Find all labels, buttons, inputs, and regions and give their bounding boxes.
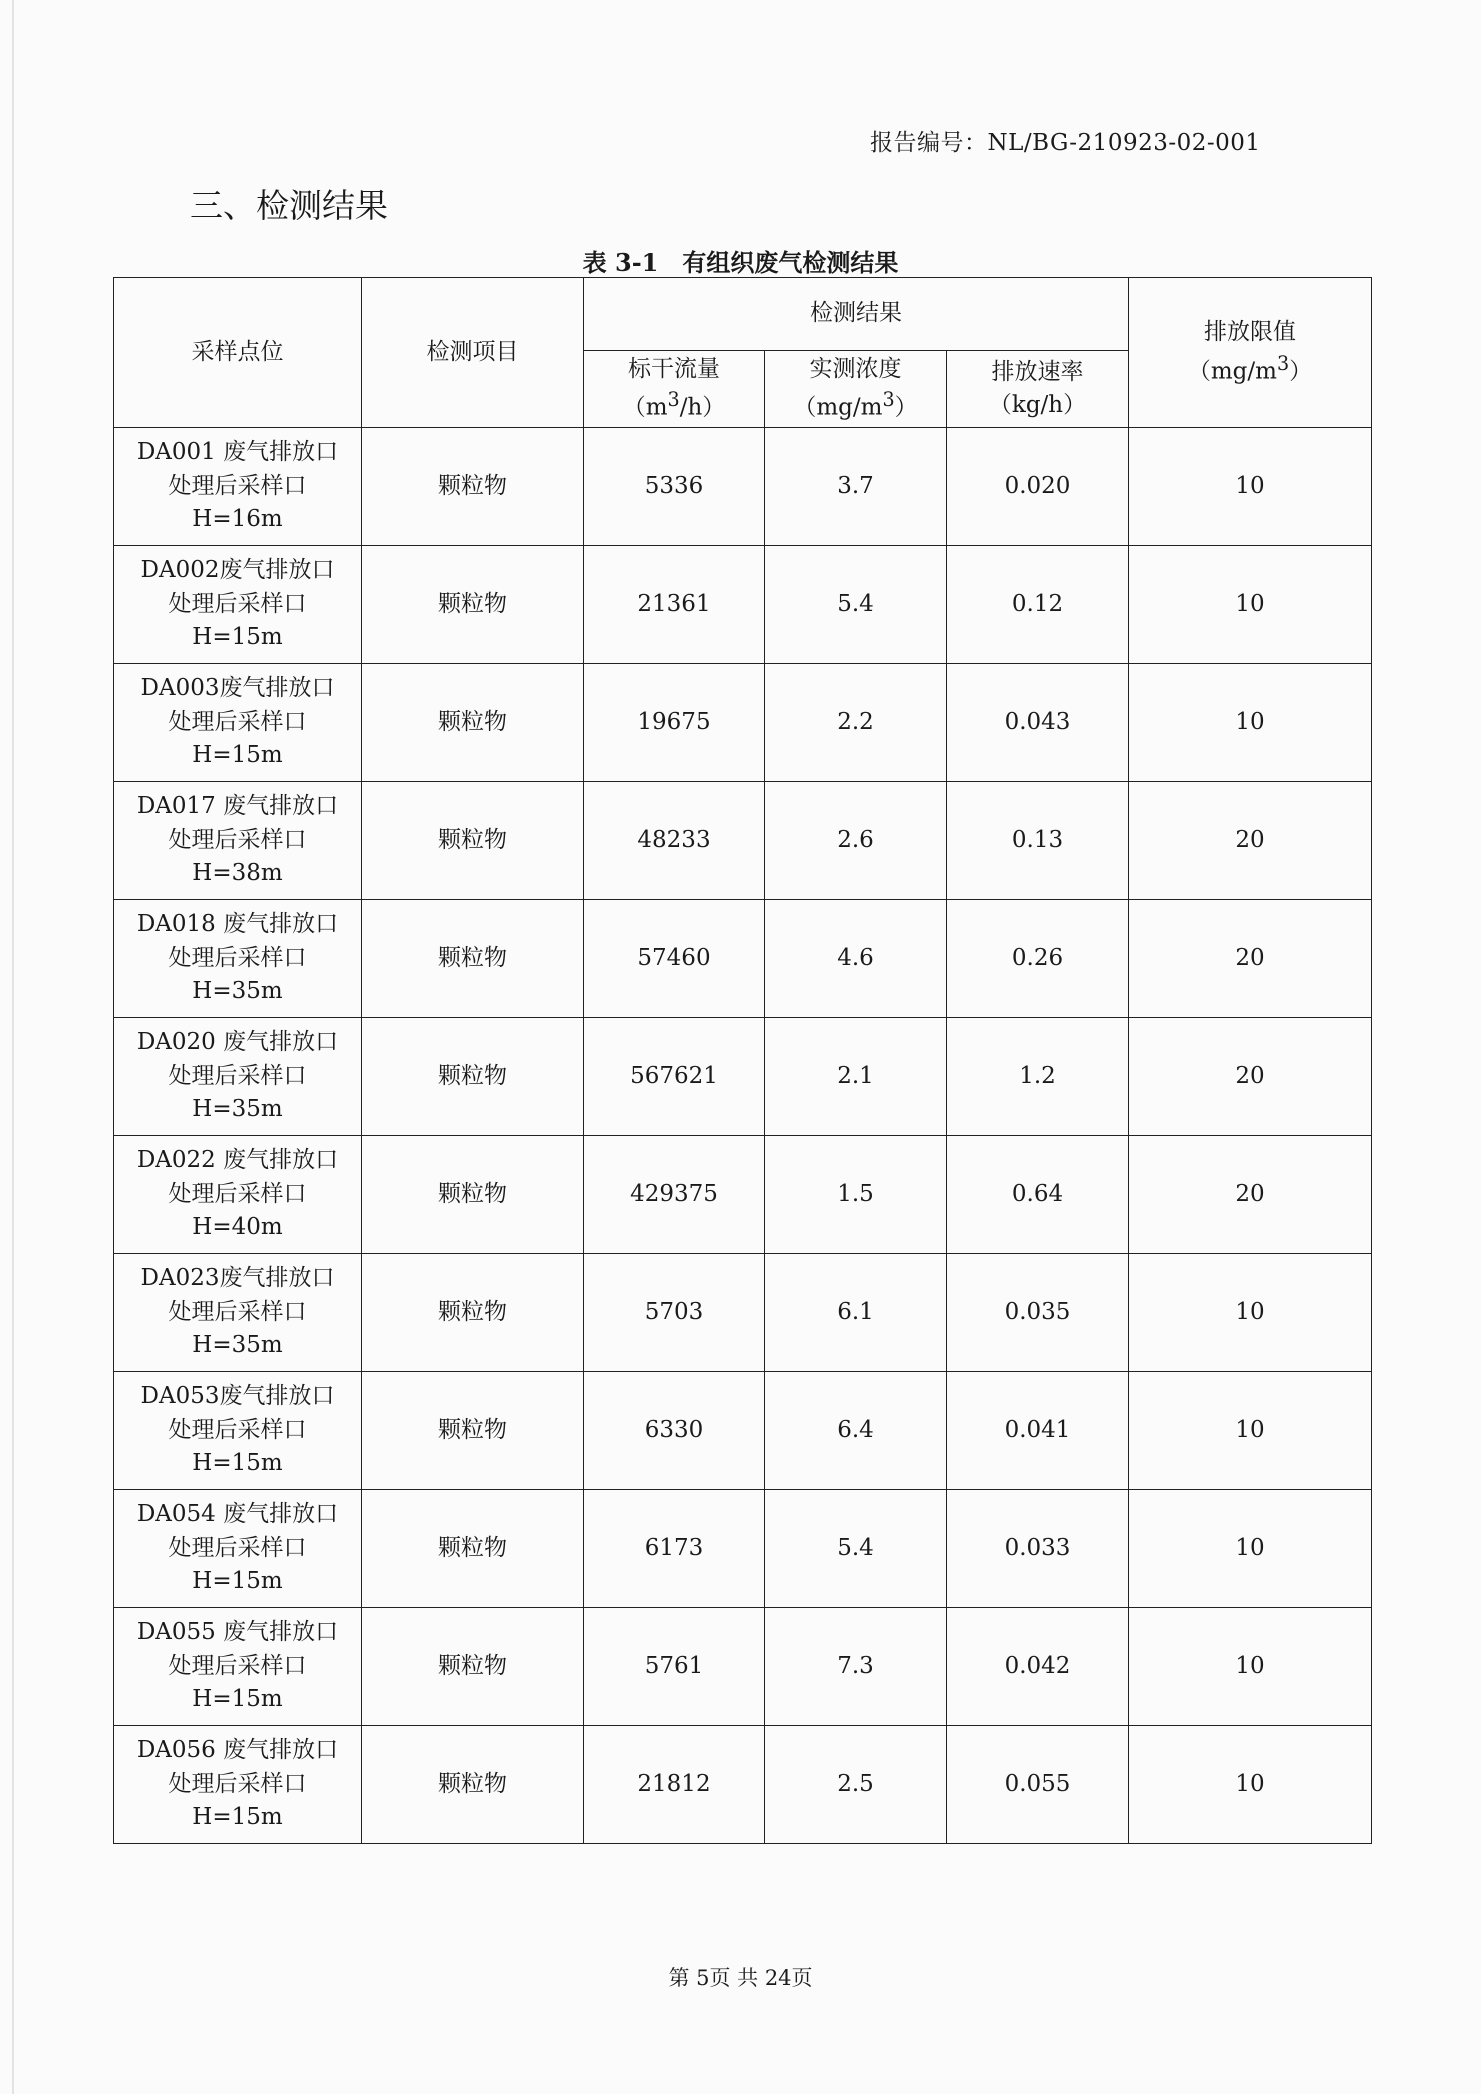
- unit-text: （mg/m: [793, 394, 883, 421]
- sampling-point-line: 处理后采样口: [168, 472, 307, 499]
- sampling-point-line: DA001 废气排放口: [136, 439, 339, 466]
- sampling-point-line: DA053废气排放口: [140, 1383, 335, 1410]
- sampling-point-line: 处理后采样口: [168, 1534, 307, 1561]
- cell-test-item: 颗粒物: [362, 900, 584, 1018]
- sampling-point-line: DA002废气排放口: [140, 557, 335, 584]
- sampling-point-line: H=35m: [192, 1332, 283, 1359]
- cell-limit: 20: [1129, 1018, 1372, 1136]
- sampling-point-line: H=40m: [192, 1214, 283, 1241]
- cell-flow: 5703: [584, 1254, 765, 1372]
- sampling-point-line: 处理后采样口: [168, 826, 307, 853]
- sampling-point-line: 处理后采样口: [168, 1180, 307, 1207]
- cell-test-item: 颗粒物: [362, 1254, 584, 1372]
- cell-flow: 6173: [584, 1490, 765, 1608]
- cell-concentration: 3.7: [765, 428, 947, 546]
- sampling-point-line: 处理后采样口: [168, 708, 307, 735]
- sampling-point-line: H=15m: [192, 1804, 283, 1831]
- cell-concentration: 7.3: [765, 1608, 947, 1726]
- sampling-point-line: 处理后采样口: [168, 944, 307, 971]
- sampling-point-line: H=16m: [192, 506, 283, 533]
- cell-limit: 10: [1129, 428, 1372, 546]
- cell-sampling-point: [114, 664, 362, 782]
- cell-emission-rate: 0.055: [947, 1726, 1129, 1844]
- cell-limit: 20: [1129, 782, 1372, 900]
- header-limit-unit: [1133, 350, 1367, 389]
- cell-test-item: 颗粒物: [362, 664, 584, 782]
- cell-sampling-point: [114, 1018, 362, 1136]
- cell-test-item: 颗粒物: [362, 1608, 584, 1726]
- unit-text: ）: [1289, 358, 1313, 385]
- cell-test-item: 颗粒物: [362, 546, 584, 664]
- cell-limit: 10: [1129, 546, 1372, 664]
- unit-superscript: 3: [667, 388, 680, 412]
- cell-concentration: 5.4: [765, 1490, 947, 1608]
- table-row: [114, 428, 1372, 546]
- header-flow-label: 标干流量: [628, 355, 720, 382]
- cell-flow: 567621: [584, 1018, 765, 1136]
- cell-concentration: 6.1: [765, 1254, 947, 1372]
- sampling-point-line: H=15m: [192, 1568, 283, 1595]
- page-footer: 第 5页 共 24页: [668, 1966, 813, 1990]
- cell-test-item: 颗粒物: [362, 1726, 584, 1844]
- cell-concentration: 5.4: [765, 546, 947, 664]
- table-row: [114, 1490, 1372, 1608]
- cell-concentration: 2.5: [765, 1726, 947, 1844]
- cell-limit: 10: [1129, 1726, 1372, 1844]
- sampling-point-line: DA023废气排放口: [140, 1265, 335, 1292]
- table-row: [114, 1136, 1372, 1254]
- cell-flow: 48233: [584, 782, 765, 900]
- cell-flow: 5336: [584, 428, 765, 546]
- sampling-point-line: DA017 废气排放口: [136, 793, 339, 820]
- cell-emission-rate: 0.020: [947, 428, 1129, 546]
- cell-test-item: 颗粒物: [362, 428, 584, 546]
- unit-text: /h）: [679, 394, 726, 421]
- sampling-point-line: DA055 废气排放口: [136, 1619, 339, 1646]
- header-row-1: [114, 278, 1372, 351]
- sampling-point-line: H=15m: [192, 742, 283, 769]
- unit-text: ）: [894, 394, 918, 421]
- cell-limit: 10: [1129, 1608, 1372, 1726]
- table-row: [114, 782, 1372, 900]
- header-rate-unit: （kg/h）: [988, 392, 1087, 418]
- unit-text: （mg/m: [1187, 358, 1277, 385]
- cell-limit: 10: [1129, 1254, 1372, 1372]
- sampling-point-line: DA003废气排放口: [140, 675, 335, 702]
- cell-test-item: 颗粒物: [362, 1490, 584, 1608]
- cell-test-item: 颗粒物: [362, 1018, 584, 1136]
- sampling-point-line: DA056 废气排放口: [136, 1737, 339, 1764]
- header-test-item: 检测项目: [362, 278, 584, 428]
- header-limit-label: 排放限值: [1204, 319, 1297, 346]
- cell-test-item: 颗粒物: [362, 1372, 584, 1490]
- cell-sampling-point: [114, 782, 362, 900]
- sampling-point-line: DA022 废气排放口: [136, 1147, 339, 1174]
- sampling-point-line: 处理后采样口: [168, 1652, 307, 1679]
- cell-limit: 20: [1129, 1136, 1372, 1254]
- scan-edge-line: [12, 0, 14, 2094]
- cell-concentration: 1.5: [765, 1136, 947, 1254]
- cell-sampling-point: [114, 546, 362, 664]
- header-flow: [584, 351, 765, 428]
- header-concentration: [765, 351, 947, 428]
- cell-test-item: 颗粒物: [362, 782, 584, 900]
- results-table: [113, 277, 1372, 1844]
- header-sampling-point: 采样点位: [114, 278, 362, 428]
- sampling-point-line: 处理后采样口: [168, 1298, 307, 1325]
- table-row: [114, 1608, 1372, 1726]
- unit-superscript: 3: [882, 388, 895, 412]
- table-row: [114, 546, 1372, 664]
- cell-sampling-point: [114, 1254, 362, 1372]
- cell-emission-rate: 1.2: [947, 1018, 1129, 1136]
- cell-flow: 5761: [584, 1608, 765, 1726]
- unit-superscript: 3: [1276, 351, 1290, 375]
- report-number: 报告编号：NL/BG-210923-02-001: [870, 130, 1261, 156]
- cell-emission-rate: 0.12: [947, 546, 1129, 664]
- table-row: [114, 1372, 1372, 1490]
- cell-limit: 20: [1129, 900, 1372, 1018]
- cell-limit: 10: [1129, 664, 1372, 782]
- cell-emission-rate: 0.042: [947, 1608, 1129, 1726]
- cell-sampling-point: [114, 1136, 362, 1254]
- cell-concentration: 2.6: [765, 782, 947, 900]
- cell-sampling-point: [114, 428, 362, 546]
- cell-test-item: 颗粒物: [362, 1136, 584, 1254]
- section-title: 三、检测结果: [190, 186, 388, 225]
- table-row: [114, 1726, 1372, 1844]
- cell-limit: 10: [1129, 1372, 1372, 1490]
- sampling-point-line: 处理后采样口: [168, 1062, 307, 1089]
- header-emission-rate: [947, 351, 1129, 428]
- sampling-point-line: DA054 废气排放口: [136, 1501, 339, 1528]
- cell-concentration: 2.2: [765, 664, 947, 782]
- cell-concentration: 2.1: [765, 1018, 947, 1136]
- cell-emission-rate: 0.035: [947, 1254, 1129, 1372]
- sampling-point-line: H=38m: [192, 860, 283, 887]
- table-row: [114, 1254, 1372, 1372]
- cell-concentration: 6.4: [765, 1372, 947, 1490]
- cell-emission-rate: 0.26: [947, 900, 1129, 1018]
- sampling-point-line: 处理后采样口: [168, 1770, 307, 1797]
- table-row: [114, 900, 1372, 1018]
- cell-emission-rate: 0.043: [947, 664, 1129, 782]
- cell-flow: 21361: [584, 546, 765, 664]
- header-rate-label: 排放速率: [991, 358, 1084, 385]
- cell-emission-rate: 0.041: [947, 1372, 1129, 1490]
- header-conc-unit: [769, 386, 942, 425]
- cell-sampling-point: [114, 900, 362, 1018]
- table-row: [114, 1018, 1372, 1136]
- sampling-point-line: H=35m: [192, 1096, 283, 1123]
- sampling-point-line: DA018 废气排放口: [136, 911, 339, 938]
- unit-text: （m: [622, 394, 668, 421]
- sampling-point-line: DA020 废气排放口: [136, 1029, 339, 1056]
- sampling-point-line: H=35m: [192, 978, 283, 1005]
- cell-sampling-point: [114, 1372, 362, 1490]
- table-title: 表 3-1 有组织废气检测结果: [582, 248, 899, 277]
- cell-concentration: 4.6: [765, 900, 947, 1018]
- sampling-point-line: H=15m: [192, 1450, 283, 1477]
- header-test-results: 检测结果: [584, 278, 1129, 351]
- header-limit: [1129, 278, 1372, 428]
- cell-flow: 19675: [584, 664, 765, 782]
- sampling-point-line: H=15m: [192, 624, 283, 651]
- sampling-point-line: H=15m: [192, 1686, 283, 1713]
- header-conc-label: 实测浓度: [809, 355, 902, 382]
- cell-sampling-point: [114, 1490, 362, 1608]
- header-flow-unit: [588, 386, 760, 425]
- cell-emission-rate: 0.033: [947, 1490, 1129, 1608]
- cell-emission-rate: 0.13: [947, 782, 1129, 900]
- cell-sampling-point: [114, 1608, 362, 1726]
- cell-flow: 6330: [584, 1372, 765, 1490]
- cell-flow: 57460: [584, 900, 765, 1018]
- sampling-point-line: 处理后采样口: [168, 1416, 307, 1443]
- table-row: [114, 664, 1372, 782]
- cell-emission-rate: 0.64: [947, 1136, 1129, 1254]
- cell-flow: 429375: [584, 1136, 765, 1254]
- cell-limit: 10: [1129, 1490, 1372, 1608]
- cell-sampling-point: [114, 1726, 362, 1844]
- cell-flow: 21812: [584, 1726, 765, 1844]
- sampling-point-line: 处理后采样口: [168, 590, 307, 617]
- results-body: [114, 428, 1372, 1844]
